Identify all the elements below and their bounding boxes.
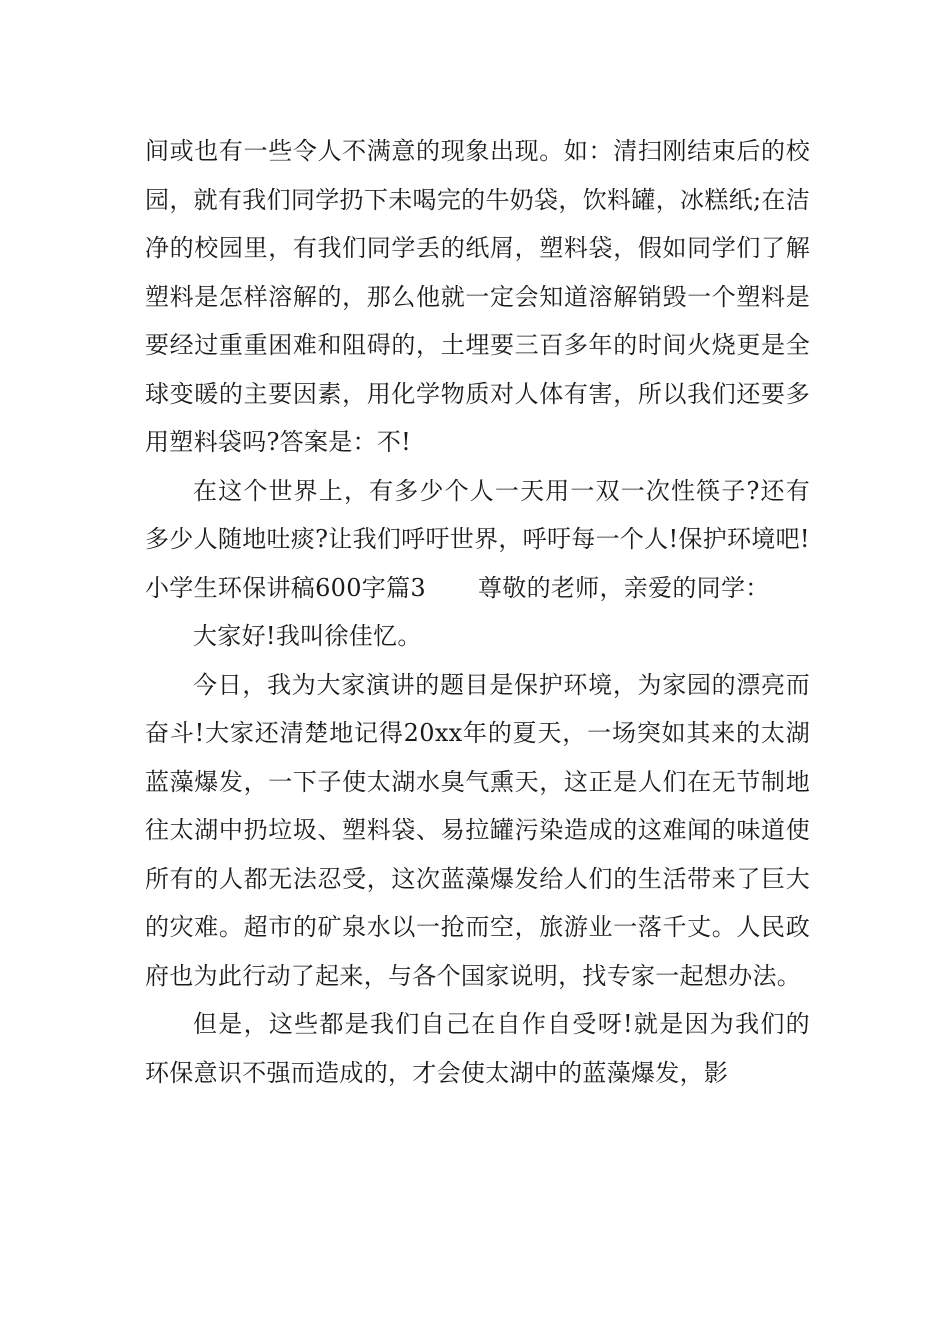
paragraph-4: 今日，我为大家演讲的题目是保护环境，为家园的漂亮而奋斗!大家还清楚地记得20xx年的夏天，一场突如其来的太湖蓝藻爆发，一下子使太湖水臭气熏天，这正是人们在无节制地往太湖中扔垃圾、塑料袋、易拉罐污染造成的这难闻的味道使所有的人都无法忍受，这次蓝藻爆发给人们的生活带来了巨大的灾难。超市的矿泉水以一抢而空，旅游业一落千丈。人民政府也为此行动了起来，与各个国家说明，找专家一起想办法。 (145, 670, 810, 990)
paragraph-2: 在这个世界上，有多少个人一天用一双一次性筷子?还有多少人随地吐痰?让我们呼吁世界，呼吁每一个人!保护环境吧! (145, 476, 810, 553)
document-body (145, 127, 810, 1097)
salutation: 尊敬的老师，亲爱的同学： (477, 573, 770, 602)
section-heading-line (145, 564, 810, 613)
paragraph-1: 间或也有一些令人不满意的现象出现。如：清扫刚结束后的校园，就有我们同学扔下未喝完的牛奶袋，饮料罐，冰糕纸;在洁净的校园里，有我们同学丢的纸屑，塑料袋，假如同学们了解塑料是怎样溶解的，那么他就一定会知道溶解销毁一个塑料是要经过重重困难和阻碍的，土埋要三百多年的时间火烧更是全球变暖的主要因素，用化学物质对人体有害，所以我们还要多用塑料袋吗?答案是：不! (145, 137, 810, 456)
paragraph-3: 大家好!我叫徐佳忆。 (193, 622, 422, 650)
section-title: 小学生环保讲稿600字篇3 (145, 573, 426, 602)
paragraph-5: 但是，这些都是我们自己在自作自受呀!就是因为我们的环保意识不强而造成的，才会使太湖中的蓝藻爆发，影 (145, 1010, 810, 1087)
